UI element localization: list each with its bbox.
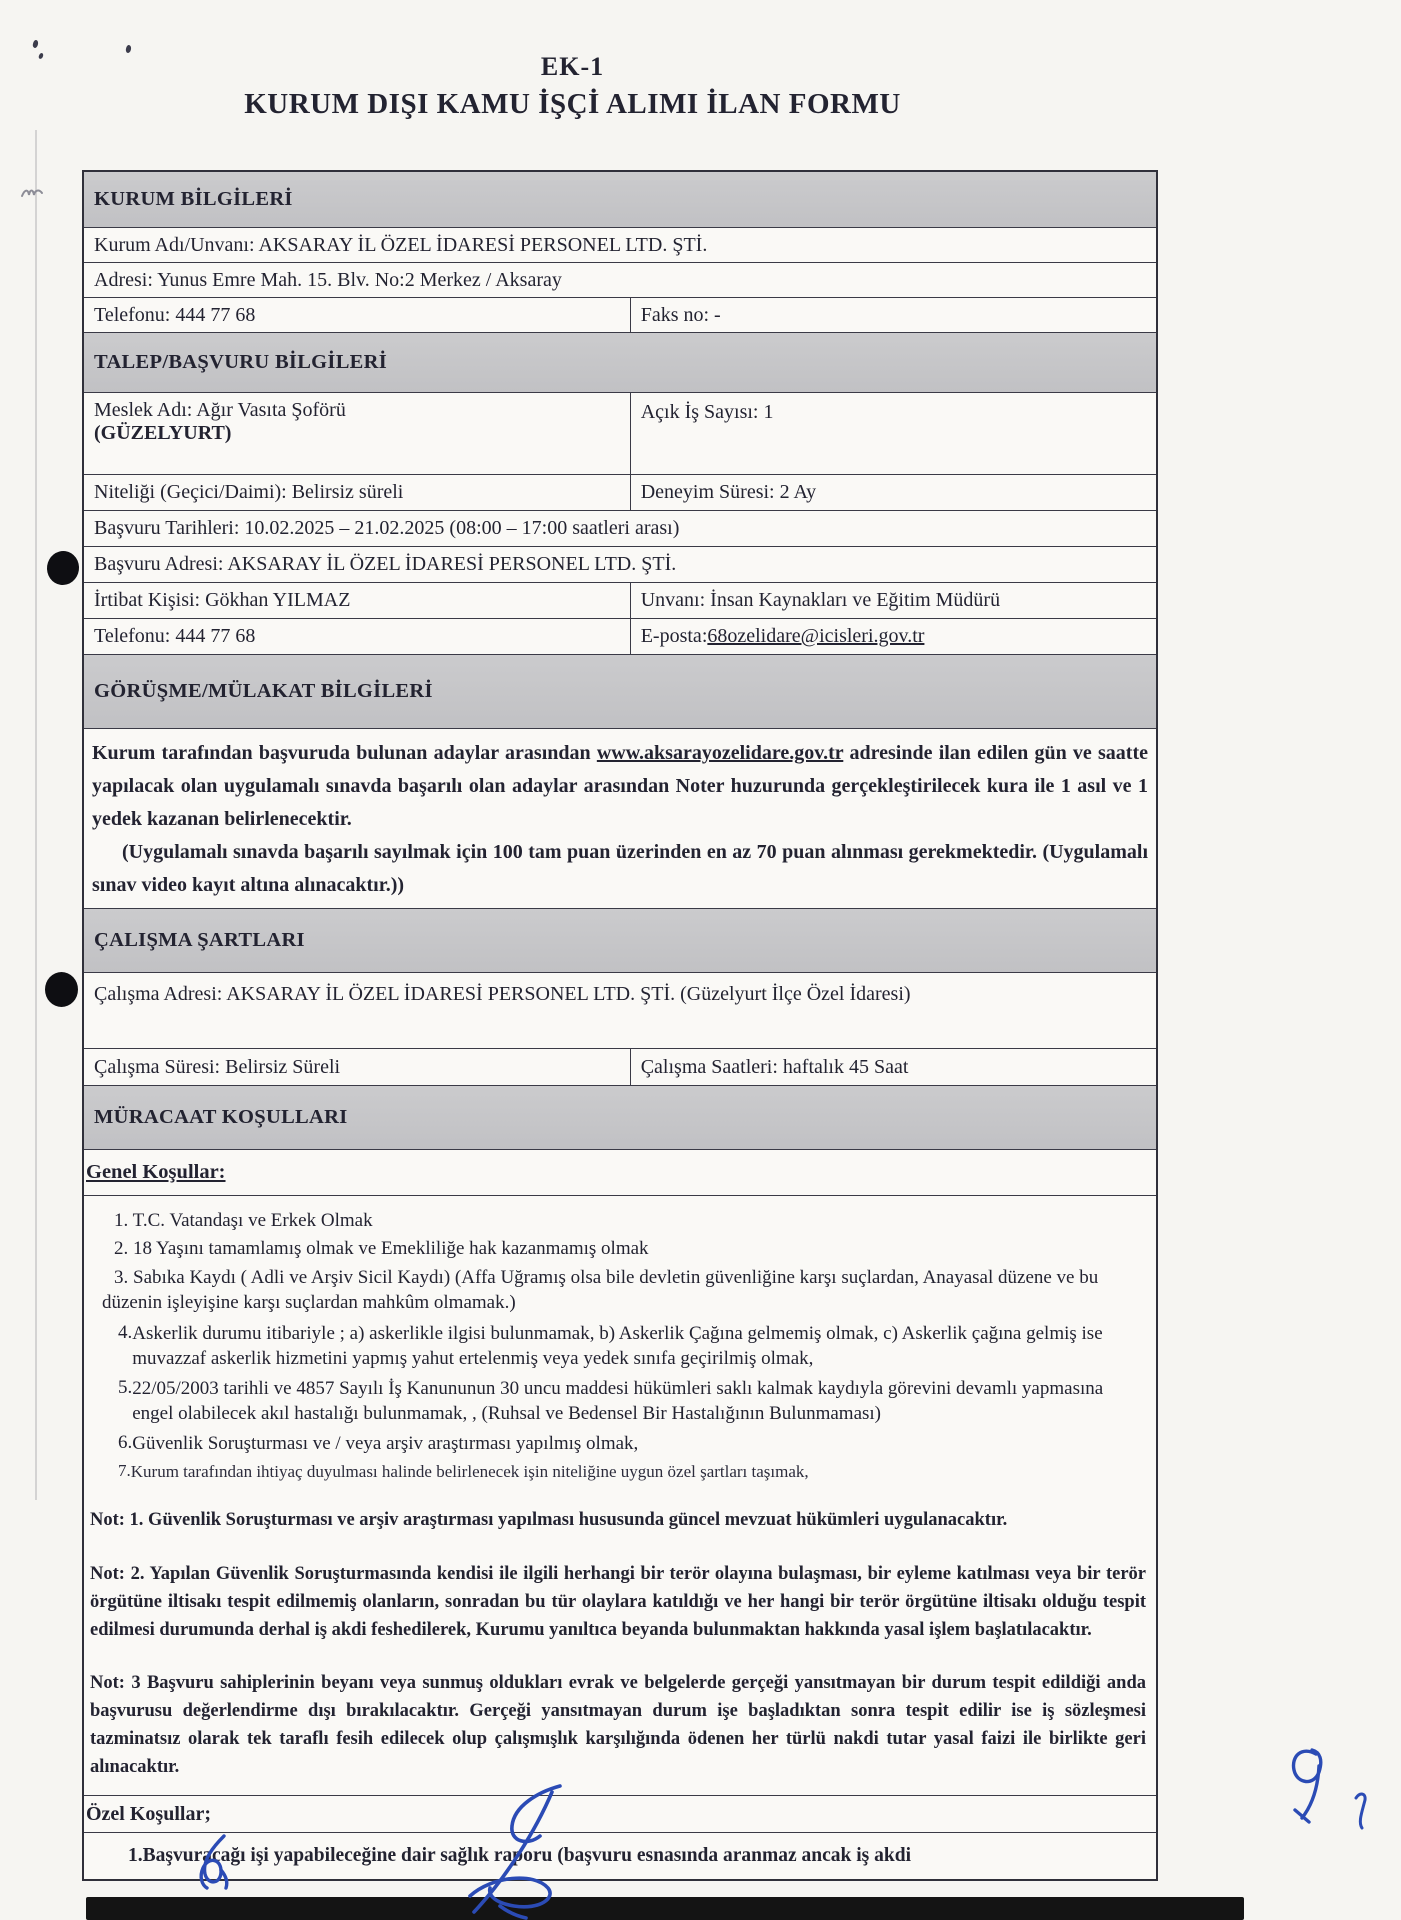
calisma-adresi-row bbox=[84, 972, 1156, 1048]
section-title: GÖRÜŞME/MÜLAKAT BİLGİLERİ bbox=[94, 680, 433, 702]
kurum-adi-value: Kurum Adı/Unvanı: AKSARAY İL ÖZEL İDARESİ PERSONEL LTD. ŞTİ. bbox=[94, 233, 708, 256]
signature-layer bbox=[0, 1700, 1401, 1920]
basvuru-adresi-row bbox=[84, 546, 1156, 582]
genel-kosullar-heading-row bbox=[84, 1149, 1156, 1195]
section-header-muracaat-kosullari bbox=[84, 1085, 1156, 1149]
genel-kosul-item-3 bbox=[88, 1265, 1150, 1315]
genel-kosul-item-7 bbox=[88, 1461, 1150, 1483]
kurum-adi-row bbox=[84, 227, 1156, 262]
form-table bbox=[82, 170, 1158, 1881]
signature-tick bbox=[1356, 1794, 1365, 1828]
item-number: 1. bbox=[114, 1210, 129, 1231]
meslek-adi-line1: Meslek Adı: Ağır Vasıta Şoförü bbox=[94, 399, 346, 421]
deneyim-suresi-value: Deneyim Süresi: 2 Ay bbox=[640, 481, 817, 503]
basvuru-tarihleri-value: Başvuru Tarihleri: 10.02.2025 – 21.02.2025 (08:00 – 17:00 saatleri arası) bbox=[94, 517, 680, 539]
section-title: KURUM BİLGİLERİ bbox=[94, 188, 293, 210]
item-number: 7. bbox=[118, 1460, 131, 1480]
genel-kosul-item-2 bbox=[88, 1237, 1150, 1260]
niteligi-deneyim-row bbox=[84, 474, 1156, 510]
unvan-value: Unvanı: İnsan Kaynakları ve Eğitim Müdürü bbox=[640, 589, 1001, 611]
item-number: 5. bbox=[118, 1376, 133, 1398]
item-text: 18 Yaşını tamamlamış olmak ve Emekliliğe hak kazanmamış olmak bbox=[133, 1238, 649, 1260]
item-number: 6. bbox=[118, 1431, 133, 1453]
acik-is-sayisi-value: Açık İş Sayısı: 1 bbox=[640, 401, 774, 423]
item-text: Askerlik durumu itibariyle ; a) askerlikle ilgisi bulunmamak, b) Askerlik Çağına gelmemiş olmak, c) Askerlik çağına gelmiş ise muvazzaf askerlik hizmetini yapmış yahut ertelenmiş veya yedek sınıfa geçirilmiş olmak, bbox=[132, 1322, 1103, 1369]
item-number: 4. bbox=[118, 1321, 133, 1343]
signature-left bbox=[201, 1836, 227, 1888]
item-number: 3. bbox=[114, 1267, 129, 1289]
calisma-suresi-value: Çalışma Süresi: Belirsiz Süreli bbox=[84, 1049, 631, 1085]
adres-value: Adresi: Yunus Emre Mah. 15. Blv. No:2 Merkez / Aksaray bbox=[94, 268, 562, 291]
page-title: KURUM DIŞI KAMU İŞÇİ ALIMI İLAN FORMU bbox=[244, 88, 901, 120]
not-1: Not: 1. Güvenlik Soruşturması ve arşiv araştırması yapılması hususunda güncel mevzuat hükümleri uygulanacaktır. bbox=[90, 1510, 1008, 1531]
gorusme-paragraf bbox=[84, 729, 1156, 908]
gorusme-p2: (Uygulamalı sınavda başarılı sayılmak için 100 tam puan üzerinden en az 70 puan alınması gerekmektedir. (Uygulamalı sınav video kayıt altına alınacaktır.)) bbox=[92, 841, 1148, 896]
section-header-talep-basvuru bbox=[84, 332, 1156, 392]
irtibat-unvan-row bbox=[84, 582, 1156, 618]
form-code: EK-1 bbox=[540, 52, 605, 81]
ink-speck bbox=[32, 39, 39, 48]
website-link[interactable]: www.aksarayozelidare.gov.tr bbox=[596, 742, 844, 764]
ozel-kosullar-heading: Özel Koşullar; bbox=[86, 1802, 211, 1825]
section-title: MÜRACAAT KOŞULLARI bbox=[94, 1106, 348, 1128]
gorusme-p1-after: adresinde ilan edilen gün ve saatte yapılacak olan uygulamalı sınavda başarılı olan adaylar arasından Noter huzurunda gerçekleştirilecek kura ile 1 asıl ve 1 yedek kazanan belirlenecektir. bbox=[92, 742, 1148, 830]
basvuru-tarihleri-row bbox=[84, 510, 1156, 546]
genel-kosullar-heading: Genel Koşullar: bbox=[86, 1161, 226, 1183]
eposta-label: E-posta: bbox=[640, 625, 708, 647]
signature-center bbox=[470, 1786, 560, 1918]
gorusme-paragraf-row bbox=[84, 728, 1156, 908]
gorusme-p1-before: Kurum tarafından başvuruda bulunan adaylar arasından bbox=[92, 742, 597, 764]
meslek-adi-cell bbox=[84, 393, 631, 474]
telefon-value: Telefonu: 444 77 68 bbox=[84, 298, 631, 332]
margin-pencil-mark bbox=[18, 182, 50, 208]
telefon-faks-row bbox=[84, 297, 1156, 332]
niteligi-value: Niteliği (Geçici/Daimi): Belirsiz süreli bbox=[84, 475, 631, 510]
calisma-sure-saat-row bbox=[84, 1048, 1156, 1085]
genel-kosul-item-5 bbox=[88, 1376, 1150, 1426]
meslek-acik-is-row bbox=[84, 392, 1156, 474]
item-text: Kurum tarafından ihtiyaç duyulması halinde belirlenecek işin niteliğine uygun özel şartları taşımak, bbox=[130, 1461, 809, 1481]
calisma-adresi-value: Çalışma Adresi: AKSARAY İL ÖZEL İDARESİ PERSONEL LTD. ŞTİ. (Güzelyurt İlçe Özel İdaresi) bbox=[94, 983, 911, 1005]
meslek-adi-line2: (GÜZELYURT) bbox=[94, 422, 232, 444]
section-header-calisma-sartlari bbox=[84, 908, 1156, 972]
eposta-link[interactable]: 68ozelidare@icisleri.gov.tr bbox=[707, 625, 925, 647]
genel-kosul-item-1 bbox=[88, 1209, 1150, 1232]
item-number: 2. bbox=[114, 1238, 129, 1260]
telefon-eposta-row bbox=[84, 618, 1156, 654]
adres-row bbox=[84, 262, 1156, 297]
item-text: Sabıka Kaydı ( Adli ve Arşiv Sicil Kaydı) (Affa Uğramış olsa bile devletin güvenliğine karşı suçlardan, Anayasal düzene ve bu düzenin işleyişine karşı suçlardan mahkûm olmamak.) bbox=[102, 1267, 1099, 1314]
punch-hole-dot bbox=[45, 972, 78, 1007]
signature-right bbox=[1294, 1750, 1321, 1822]
irtibat-kisisi-value: İrtibat Kişisi: Gökhan YILMAZ bbox=[84, 583, 631, 618]
not-3: Not: 3 Başvuru sahiplerinin beyanı veya sunmuş oldukları evrak ve belgelerde gerçeği yansıtmayan bir durum tespit edildiği anda başvurusu değerlendirme dışı bırakılacaktır. Gerçeği yansıtmayan durum işe başladıktan sonra tespit edilir ise iş sözleşmesi tazminatsız olarak tek taraflı fesih edilecek olup çalışmışlık karşılığında ödenen her türlü nakdi tutar yasal faizi ile birlikte geri alınacaktır. bbox=[90, 1673, 1146, 1777]
document-header bbox=[0, 52, 1145, 121]
faks-value: Faks no: - bbox=[640, 303, 721, 326]
section-title: ÇALIŞMA ŞARTLARI bbox=[94, 929, 305, 951]
punch-hole-dot bbox=[45, 549, 81, 587]
section-header-gorusme-mulakat bbox=[84, 654, 1156, 728]
item-text: T.C. Vatandaşı ve Erkek Olmak bbox=[132, 1210, 373, 1231]
genel-kosul-item-4 bbox=[88, 1321, 1150, 1371]
section-title: TALEP/BAŞVURU BİLGİLERİ bbox=[94, 351, 388, 373]
telefon-value-2: Telefonu: 444 77 68 bbox=[84, 619, 631, 654]
item-text: Başvuracağı işi yapabileceğine dair sağlık raporu (başvuru esnasında aranmaz ancak iş akdi bbox=[142, 1845, 911, 1866]
not-2: Not: 2. Yapılan Güvenlik Soruşturmasında kendisi ile ilgili herhangi bir terör olayına bulaşması, bir eyleme katılması veya bir terör örgütüne iltisakı tespit edilmemiş olanların, sonradan bu tür olaylara katıldığı ve her hangi bir terör örgütüne iltisakı olduğu tespit edilmesi durumunda derhal iş akdi feshedilerek, Kurumu yanıltıca beyanda bulunmaktan hakkında yasal işlem başlatılacaktır. bbox=[90, 1564, 1146, 1640]
eposta-cell bbox=[631, 619, 1156, 654]
item-text: Güvenlik Soruşturması ve / veya arşiv araştırması yapılmış olmak, bbox=[132, 1432, 639, 1454]
basvuru-adresi-value: Başvuru Adresi: AKSARAY İL ÖZEL İDARESİ PERSONEL LTD. ŞTİ. bbox=[94, 553, 677, 575]
scan-edge-line bbox=[35, 130, 37, 1500]
calisma-saatleri-value: Çalışma Saatleri: haftalık 45 Saat bbox=[640, 1055, 909, 1078]
item-text: 22/05/2003 tarihli ve 4857 Sayılı İş Kanununun 30 uncu maddesi hükümleri saklı kalmak kaydıyla görevini devamlı yapmasına engel olabilecek akıl hastalığı bulunmamak, , (Ruhsal ve Bedensel Bir Hastalığının Bulunmaması) bbox=[132, 1377, 1104, 1424]
genel-kosul-item-6 bbox=[88, 1431, 1150, 1456]
item-number: 1. bbox=[128, 1845, 143, 1866]
section-header-kurum-bilgileri bbox=[84, 172, 1156, 227]
